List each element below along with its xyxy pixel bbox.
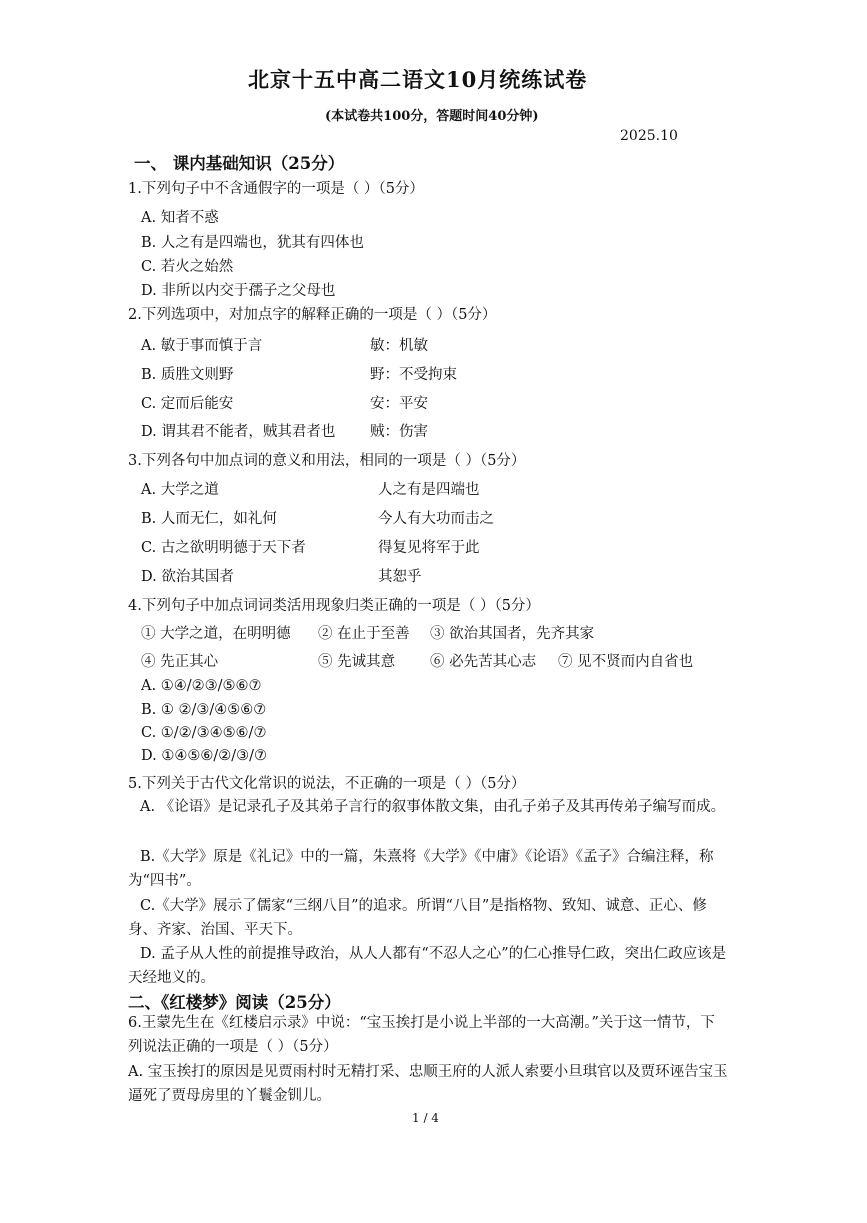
q3-option-b-compare: 今人有大功而击之 — [378, 511, 494, 527]
q1-option-b: B. 人之有是四端也，犹其有四体也 — [141, 235, 364, 251]
q3-option-c-compare: 得复见将军于此 — [378, 540, 480, 556]
q3-option-d: D. 欲治其国者 — [141, 569, 234, 585]
q5-option-d: D. 孟子从人性的前提推导政治，从人人都有“不忍人之心”的仁心推导仁政，突出仁政应该是天经地义的。 — [128, 946, 727, 986]
q2-option-d-gloss: 贼：伤害 — [370, 424, 428, 440]
exam-subtitle: (本试卷共100分，答题时间40分钟) — [325, 109, 539, 124]
q4-item-3: ③ 欲治其国者，先齐其家 — [430, 626, 595, 642]
q5-option-a: A. 《论语》是记录孔子及其弟子言行的叙事体散文集，由孔子弟子及其再传弟子编写而成。 — [140, 799, 726, 815]
q1-option-c: C. 若火之始然 — [141, 259, 234, 275]
q4-option-b: B. ① ②/③/④⑤⑥⑦ — [141, 702, 267, 718]
q4-item-7: ⑦ 见不贤而内自省也 — [558, 654, 694, 670]
q2-option-d: D. 谓其君不能者，贼其君者也 — [141, 424, 336, 440]
q4-option-c: C. ①/②/③④⑤⑥/⑦ — [141, 725, 267, 741]
q3-option-c: C. 古之欲明明德于天下者 — [141, 540, 306, 556]
q5-stem: 5.下列关于古代文化常识的说法，不正确的一项是（ ）（5分） — [128, 776, 526, 792]
q3-option-b: B. 人而无仁，如礼何 — [141, 511, 277, 527]
q2-stem: 2.下列选项中，对加点字的解释正确的一项是（ ）（5分） — [128, 307, 497, 323]
q3-option-a: A. 大学之道 — [141, 482, 219, 498]
q5-option-b: B.《大学》原是《礼记》中的一篇，朱熹将《大学》《中庸》《论语》《孟子》合编注释，称为“四书”。 — [128, 849, 714, 889]
q3-stem: 3.下列各句中加点词的意义和用法，相同的一项是（ ）（5分） — [128, 453, 526, 469]
q2-option-b-gloss: 野：不受拘束 — [370, 367, 457, 383]
q4-option-a: A. ①④/②③/⑤⑥⑦ — [141, 678, 262, 694]
q2-option-b: B. 质胜文则野 — [141, 367, 234, 383]
q4-item-5: ⑤ 先诚其意 — [318, 654, 396, 670]
q4-option-d: D. ①④⑤⑥/②/③/⑦ — [141, 748, 267, 764]
q3-option-d-compare: 其恕乎 — [378, 569, 422, 585]
exam-date: 2025.10 — [620, 128, 678, 144]
q4-item-2: ② 在止于至善 — [318, 626, 410, 642]
q4-item-6: ⑥ 必先苦其心志 — [430, 654, 537, 670]
q5-option-c: C.《大学》展示了儒家“三纲八目”的追求。所谓“八目”是指格物、致知、诚意、正心、修身、齐家、治国、平天下。 — [128, 898, 707, 938]
q3-option-a-compare: 人之有是四端也 — [378, 482, 480, 498]
section1-heading: 一、 课内基础知识（25分） — [134, 154, 345, 173]
exam-title: 北京十五中高二语文10月统练试卷 — [248, 67, 588, 92]
q1-stem: 1.下列句子中不含通假字的一项是（ ）（5分） — [128, 181, 424, 197]
q2-option-a-gloss: 敏：机敏 — [370, 338, 428, 354]
q6-option-a: A. 宝玉挨打的原因是见贾雨村时无精打采、忠顺王府的人派人索要小旦琪官以及贾环诬告宝玉逼死了贾母房里的丫鬟金钏儿。 — [128, 1064, 728, 1104]
q1-option-d: D. 非所以内交于孺子之父母也 — [141, 283, 336, 299]
q2-option-c-gloss: 安：平安 — [370, 396, 428, 412]
q4-item-1: ① 大学之道，在明明德 — [141, 626, 291, 642]
q4-stem: 4.下列句子中加点词词类活用现象归类正确的一项是（ ）（5分） — [128, 598, 540, 614]
q1-option-a: A. 知者不惑 — [141, 210, 219, 226]
q2-option-c: C. 定而后能安 — [141, 396, 234, 412]
q6-stem: 6.王蒙先生在《红楼启示录》中说：“宝玉挨打是小说上半部的一大高潮。”关于这一情节，下列说法正确的一项是（ ）（5分） — [128, 1015, 715, 1055]
section2-heading: 二、《红楼梦》阅读（25分） — [128, 993, 341, 1012]
q2-option-a: A. 敏于事而慎于言 — [141, 338, 263, 354]
q4-item-4: ④ 先正其心 — [141, 654, 219, 670]
page-number: 1 / 4 — [412, 1111, 439, 1125]
